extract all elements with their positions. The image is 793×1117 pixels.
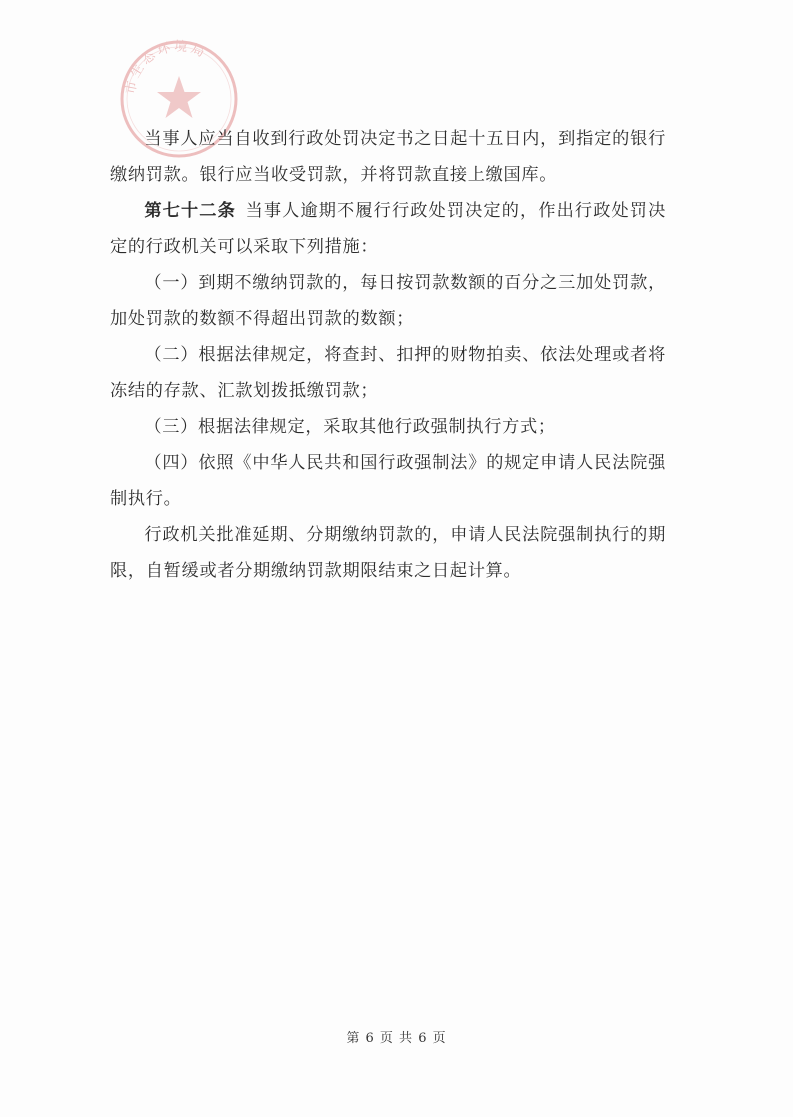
paragraph-item-2	[110, 337, 666, 409]
document-body	[110, 121, 666, 589]
paragraph-item-4	[110, 445, 666, 517]
paragraph-text: （二）根据法律规定，将查封、扣押的财物拍卖、依法处理或者将冻结的存款、汇款划拨抵缴罚款；	[110, 345, 666, 401]
paragraph-text: （一）到期不缴纳罚款的，每日按罚款数额的百分之三加处罚款，加处罚款的数额不得超出罚款的数额；	[110, 273, 666, 329]
paragraph-article-72	[110, 193, 666, 265]
paragraph-item-3	[110, 409, 666, 445]
paragraph-text	[236, 201, 245, 221]
paragraph-text: （四）依照《中华人民共和国行政强制法》的规定申请人民法院强制执行。	[110, 453, 666, 509]
paragraph-extension	[110, 517, 666, 589]
paragraph-item-1	[110, 265, 666, 337]
paragraph-text: 当事人逾期不履行行政处罚决定的，作出行政处罚决定的行政机关可以采取下列措施：	[110, 201, 666, 257]
paragraph-text: 行政机关批准延期、分期缴纳罚款的，申请人民法院强制执行的期限，自暂缓或者分期缴纳罚款期限结束之日起计算。	[110, 525, 666, 581]
page-number: 第 6 页 共 6 页	[346, 1031, 447, 1046]
paragraph-bank-payment	[110, 121, 666, 193]
svg-text:市生态环境局: 市生态环境局	[123, 39, 210, 96]
article-heading: 第七十二条	[144, 201, 236, 221]
paragraph-text: （三）根据法律规定，采取其他行政强制执行方式；	[144, 417, 556, 437]
paragraph-text: 当事人应当自收到行政处罚决定书之日起十五日内，到指定的银行缴纳罚款。银行应当收受罚款，并将罚款直接上缴国库。	[110, 129, 666, 185]
